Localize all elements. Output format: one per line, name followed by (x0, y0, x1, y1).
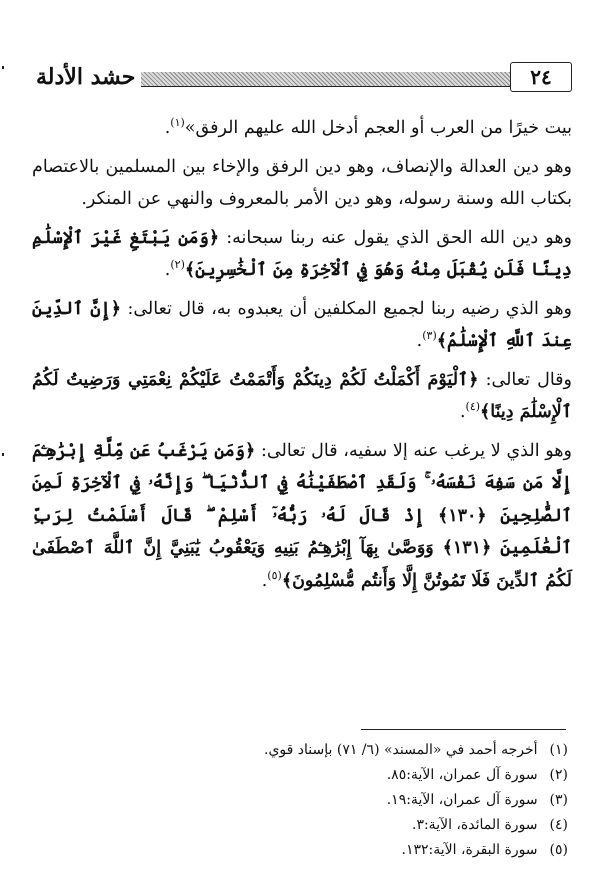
page-header (20, 62, 586, 94)
quran-verse: ﴿وَمَن يَبْتَغِ غَيْرَ ٱلْإِسْلَٰمِ دِينًا فَلَن يُقْبَلَ مِنْهُ وَهُوَ فِي ٱلْآخِرَةِ مِنَ ٱلْخَٰسِرِينَ﴾ (32, 227, 572, 280)
quran-verse: ﴿ٱلْيَوْمَ أَكْمَلْتُ لَكُمْ دِينَكُمْ وَأَتْمَمْتُ عَلَيْكُمْ نِعْمَتِي وَرَضِيتُ لَكُمُ ٱلْإِسْلَٰمَ دِينًا﴾ (32, 369, 572, 422)
footnote-text: سورة آل عمران، الآية:٨٥. (386, 767, 538, 783)
book-title: حشد الأدلة (30, 62, 141, 92)
paragraph-text: وهو الذي رضيه ربنا لجميع المكلفين أن يعبدوه به، قال تعالى: (121, 298, 573, 319)
footnote-3 (32, 788, 568, 813)
quran-verse: ﴿إِنَّ ٱلدِّينَ عِندَ ٱللَّهِ ٱلْإِسْلَٰمُ﴾ (32, 298, 572, 351)
scan-edge-mark (2, 453, 4, 456)
paragraph-2 (32, 151, 572, 216)
footnote-5 (32, 838, 568, 863)
footnote-ref: (٥) (267, 568, 282, 582)
footnote-4 (32, 813, 568, 838)
footnote-text: سورة آل عمران، الآية:١٩. (386, 792, 538, 808)
footnote-ref: (١) (170, 116, 185, 130)
paragraph-text: . (459, 402, 466, 422)
footnote-1 (32, 738, 568, 763)
footnote-number: (٤) (549, 817, 568, 833)
quran-verse: ﴿وَمَن يَرْغَبُ عَن مِّلَّةِ إِبْرَٰهِـۧمَ إِلَّا مَن سَفِهَ نَفْسَهُۥ ۚ وَلَقَدِ ٱصْطَفَيْنَٰهُ فِي ٱلدُّنْيَا ۖ وَإِنَّهُۥ فِي ٱلْآخِرَةِ لَمِنَ ٱلصَّٰلِحِينَ ﴿١٣٠﴾ إِذْ قَالَ لَهُۥ رَبُّهُۥٓ أَسْلِمْ ۖ قَالَ أَسْلَمْتُ لِرَبِّ ٱلْعَٰلَمِينَ ﴿١٣١﴾ وَوَصَّىٰ بِهَآ إِبْرَٰهِـۧمُ بَنِيهِ وَيَعْقُوبُ يَٰبَنِيَّ إِنَّ ٱللَّهَ ٱصْطَفَىٰ لَكُمُ ٱلدِّينَ فَلَا تَمُوتُنَّ إِلَّا وَأَنتُم مُّسْلِمُونَ﴾ (32, 440, 572, 591)
footnote-number: (٢) (549, 767, 568, 783)
footnote-number: (٥) (549, 842, 568, 858)
footnote-number: (٣) (549, 792, 568, 808)
paragraph-text: . (164, 118, 171, 138)
footnote-ref: (٤) (465, 400, 481, 414)
footnote-text: أخرجه أحمد في «المسند» (٦/ ٧١) بإسناد قوي. (264, 742, 538, 758)
footnote-text: سورة البقرة، الآية:١٣٢. (401, 842, 538, 858)
body-text (32, 112, 572, 603)
footnotes (32, 738, 568, 863)
footnote-number: (١) (549, 742, 568, 758)
paragraph-text: وهو دين العدالة والإنصاف، وهو دين الرفق والإخاء بين المسلمين بالاعتصام بكتاب الله وسنة رسوله، وهو دين الأمر بالمعروف والنهي عن المنكر. (32, 156, 572, 209)
paragraph-text: . (164, 260, 171, 280)
paragraph-text: . (261, 570, 268, 591)
paragraph-3 (32, 222, 572, 287)
paragraph-5 (32, 364, 572, 429)
paragraph-6 (32, 435, 572, 598)
paragraph-text: وهو الذي لا يرغب عنه إلا سفيه، قال تعالى: (255, 440, 572, 461)
footnote-divider (361, 729, 566, 730)
paragraph-text: وقال تعالى: (478, 369, 572, 390)
paragraph-4 (32, 293, 572, 358)
footnote-ref: (٣) (422, 329, 437, 343)
footnote-text: سورة المائدة، الآية:٣. (411, 817, 538, 833)
paragraph-text: . (416, 331, 423, 351)
page-number: ٢٤ (510, 62, 572, 92)
paragraph-1 (32, 112, 572, 145)
scan-edge-mark (2, 66, 4, 69)
footnote-2 (32, 763, 568, 788)
footnote-ref: (٢) (170, 258, 185, 272)
paragraph-text: بيت خيرًا من العرب أو العجم أدخل الله عليهم الرفق» (184, 118, 572, 138)
paragraph-text: وهو دين الله الحق الذي يقول عنه ربنا سبحانه: (219, 227, 572, 248)
